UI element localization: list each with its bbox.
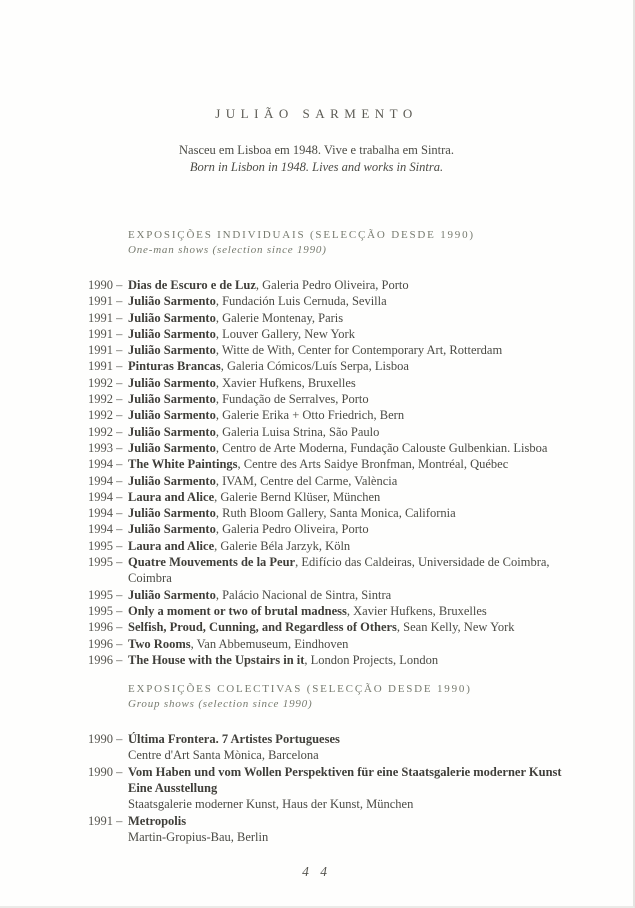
exhibition-entry: [88, 326, 588, 342]
entry-venue: , Galerie Bernd Klüser, München: [214, 489, 381, 504]
exhibition-entry: [88, 310, 588, 326]
entry-year: 1990 –: [88, 278, 123, 292]
entry-year: 1992 –: [88, 408, 123, 423]
entry-venue: , Galeria Pedro Oliveira, Porto: [215, 522, 369, 537]
entry-venue-continuation: Coimbra: [128, 571, 172, 586]
entry-title: Julião Sarmento: [128, 473, 216, 488]
entry-text: [128, 358, 588, 374]
entry-venue: , Galeria Pedro Oliveira, Porto: [255, 278, 409, 292]
entry-title: The House with the Upstairs in it: [128, 652, 305, 667]
exhibition-section: [0, 683, 633, 845]
entry-text: [128, 473, 588, 489]
section-heading: EXPOSIÇÕES INDIVIDUAIS (SELECÇÃO DESDE 1990): [128, 229, 475, 241]
entry-year: 1995 –: [88, 603, 123, 618]
entry-text: [128, 310, 588, 326]
entry-year: 1992 –: [88, 375, 123, 390]
entry-title: Julião Sarmento: [128, 326, 216, 341]
entry-year: 1995 –: [88, 538, 123, 553]
exhibition-entry: [88, 342, 588, 358]
entry-text: [128, 456, 588, 472]
entry-venue: , Galerie Béla Jarzyk, Köln: [214, 538, 351, 553]
entry-title: Quatre Mouvements de la Peur: [128, 555, 296, 570]
entry-text: [128, 391, 588, 407]
exhibition-entry: [88, 603, 588, 619]
exhibition-entry: [88, 538, 588, 554]
entry-title: Julião Sarmento: [128, 506, 216, 521]
entry-title: Julião Sarmento: [128, 294, 216, 309]
entry-text: [128, 407, 588, 423]
section-subheading: One-man shows (selection since 1990): [128, 244, 327, 256]
entries-list: [88, 731, 633, 845]
entry-venue: , Centre des Arts Saidye Bronfman, Montréal, Québec: [237, 457, 509, 472]
entry-title: Julião Sarmento: [128, 392, 216, 407]
entry-venue: , Witte de With, Center for Contemporary Art, Rotterdam: [215, 343, 503, 358]
exhibition-entry: [88, 424, 588, 440]
entry-title: Julião Sarmento: [128, 310, 216, 325]
entry-title: Two Rooms: [128, 636, 191, 651]
entry-venue: , Galerie Montenay, Paris: [215, 310, 344, 325]
page-title: JULIÃO SARMENTO: [215, 106, 418, 121]
entry-venue: , Louver Gallery, New York: [215, 326, 355, 341]
exhibition-entry: [88, 473, 588, 489]
exhibition-entry: [88, 521, 588, 537]
entry-venue: , Edifício das Caldeiras, Universidade de Coimbra,: [295, 555, 550, 570]
entries-list: [88, 277, 633, 668]
entry-year: 1994 –: [88, 522, 123, 537]
exhibition-entry: [88, 619, 588, 635]
entry-year: 1994 –: [88, 473, 123, 488]
entry-venue: , Xavier Hufkens, Bruxelles: [215, 375, 356, 390]
entry-title: Vom Haben und vom Wollen Perspektiven für eine Staatsgalerie moderner Kunst: [128, 764, 562, 779]
page-number: 4 4: [302, 864, 331, 880]
exhibition-entry: [88, 407, 588, 423]
entry-venue: , Xavier Hufkens, Bruxelles: [346, 603, 487, 618]
entry-text: [128, 587, 588, 603]
entry-title: Julião Sarmento: [128, 522, 216, 537]
entry-title: Laura and Alice: [128, 538, 215, 553]
exhibition-entry: [88, 764, 588, 813]
entry-venue: , Centro de Arte Moderna, Fundação Calouste Gulbenkian. Lisboa: [215, 440, 548, 455]
entry-venue: , Fundación Luis Cernuda, Sevilla: [215, 294, 387, 309]
exhibition-entry: [88, 813, 588, 846]
entry-text: [128, 731, 588, 764]
entry-text: [128, 342, 588, 358]
section-subheading: Group shows (selection since 1990): [128, 698, 313, 711]
entry-venue: , Galeria Cómicos/Luís Serpa, Lisboa: [220, 359, 409, 374]
entry-venue-continuation: Staatsgalerie moderner Kunst, Haus der Kunst, München: [128, 797, 414, 812]
exhibition-entry: [88, 358, 588, 374]
entry-text: [128, 636, 588, 652]
entry-text: [128, 652, 588, 668]
entry-year: 1991 –: [88, 326, 123, 341]
entry-venue: , Fundação de Serralves, Porto: [215, 392, 369, 407]
entry-year: 1996 –: [88, 620, 123, 635]
entry-venue: , Galeria Luisa Strina, São Paulo: [215, 424, 380, 439]
exhibition-entry: [88, 652, 588, 668]
entry-venue: , Sean Kelly, New York: [396, 620, 515, 635]
entry-venue: , IVAM, Centre del Carme, València: [215, 473, 398, 488]
entry-text: [128, 326, 588, 342]
entry-title: Julião Sarmento: [128, 424, 216, 439]
entry-year: 1992 –: [88, 424, 123, 439]
entry-year: 1991 –: [88, 813, 123, 828]
entry-title: Selfish, Proud, Cunning, and Regardless of Others: [128, 620, 397, 635]
entry-year: 1994 –: [88, 489, 123, 504]
entry-title: Julião Sarmento: [128, 343, 216, 358]
entry-text: [128, 554, 588, 587]
entry-year: 1996 –: [88, 636, 123, 651]
exhibition-entry: [88, 456, 588, 472]
entry-venue: , Ruth Bloom Gallery, Santa Monica, California: [215, 506, 456, 521]
entry-venue: , Galerie Erika + Otto Friedrich, Bern: [215, 408, 405, 423]
exhibition-entry: [88, 505, 588, 521]
entry-text: [128, 505, 588, 521]
entry-text: [128, 277, 588, 293]
exhibition-sections: [0, 229, 633, 845]
entry-text: [128, 619, 588, 635]
entry-title: Última Frontera. 7 Artistes Portugueses: [128, 732, 340, 747]
entry-text: [128, 538, 588, 554]
entry-text: [128, 424, 588, 440]
entry-venue: , Van Abbemuseum, Eindhoven: [190, 636, 349, 651]
exhibition-entry: [88, 277, 588, 293]
exhibition-entry: [88, 587, 588, 603]
entry-title-continuation: Eine Ausstellung: [128, 781, 218, 796]
entry-venue-continuation: Martin-Gropius-Bau, Berlin: [128, 829, 269, 844]
entry-title: Julião Sarmento: [128, 440, 216, 455]
bio-english: Born in Lisbon in 1948. Lives and works in Sintra.: [189, 160, 444, 174]
entry-title: Metropolis: [128, 813, 187, 828]
entry-text: [128, 764, 588, 813]
exhibition-section: [0, 229, 633, 668]
entry-year: 1992 –: [88, 392, 123, 407]
entry-text: [128, 521, 588, 537]
entry-title: Julião Sarmento: [128, 408, 216, 423]
exhibition-entry: [88, 293, 588, 309]
exhibition-entry: [88, 489, 588, 505]
entry-venue: , Palácio Nacional de Sintra, Sintra: [215, 587, 392, 602]
entry-title: Only a moment or two of brutal madness: [128, 603, 347, 618]
entry-year: 1994 –: [88, 457, 123, 472]
exhibition-entry: [88, 636, 588, 652]
entry-text: [128, 813, 588, 846]
entry-title: Pinturas Brancas: [128, 359, 221, 374]
exhibition-entry: [88, 375, 588, 391]
entry-year: 1991 –: [88, 359, 123, 374]
entry-title: Julião Sarmento: [128, 587, 216, 602]
entry-year: 1990 –: [88, 764, 123, 779]
exhibition-entry: [88, 391, 588, 407]
exhibition-entry: [88, 440, 588, 456]
entry-year: 1993 –: [88, 440, 123, 455]
entry-year: 1991 –: [88, 310, 123, 325]
exhibition-entry: [88, 554, 588, 587]
entry-text: [128, 603, 588, 619]
entry-year: 1995 –: [88, 555, 123, 570]
entry-title: The White Paintings: [128, 457, 238, 472]
entry-year: 1991 –: [88, 343, 123, 358]
entry-title: Julião Sarmento: [128, 375, 216, 390]
entry-text: [128, 440, 588, 456]
entry-year: 1994 –: [88, 506, 123, 521]
entry-title: Dias de Escuro e de Luz: [128, 278, 256, 292]
entry-text: [128, 489, 588, 505]
entry-year: 1990 –: [88, 732, 123, 747]
entry-text: [128, 293, 588, 309]
entry-venue-continuation: Centre d'Art Santa Mònica, Barcelona: [128, 748, 319, 763]
entry-text: [128, 375, 588, 391]
entry-year: 1995 –: [88, 587, 123, 602]
entry-venue: , London Projects, London: [304, 652, 439, 667]
section-heading: EXPOSIÇÕES COLECTIVAS (SELECÇÃO DESDE 1990): [128, 683, 472, 696]
entry-year: 1991 –: [88, 294, 123, 309]
bio-portuguese: Nasceu em Lisboa em 1948. Vive e trabalha em Sintra.: [179, 143, 454, 157]
entry-title: Laura and Alice: [128, 489, 215, 504]
exhibition-entry: [88, 731, 588, 764]
entry-year: 1996 –: [88, 652, 123, 667]
